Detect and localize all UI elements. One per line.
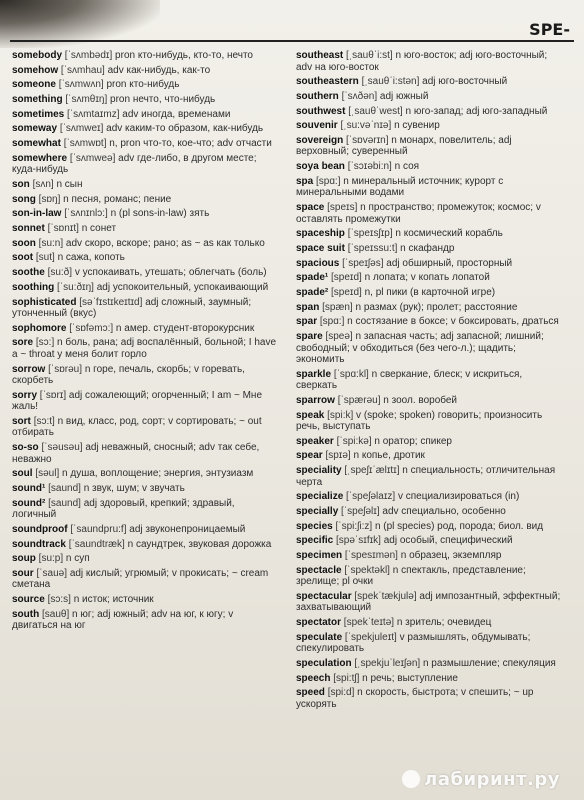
entry-definition: adj кислый; угрюмый; v прокисать; ~ cream сметана	[12, 567, 269, 591]
entry-headword: spectator	[296, 617, 342, 629]
entry-definition: n юго-запад; adj юго-западный	[405, 105, 548, 117]
dictionary-entry	[12, 267, 280, 279]
entry-headword: something	[12, 94, 63, 106]
entry-transcription: [ˌsauθˈwest]	[348, 105, 403, 117]
entry-definition: adv каким-то образом, как-нибудь	[106, 123, 264, 135]
entry-transcription: [ˌsauθˈi:stən]	[361, 76, 420, 88]
dictionary-entry	[296, 450, 564, 462]
dictionary-entry	[12, 50, 280, 62]
entry-headword: southwest	[296, 105, 346, 117]
entry-transcription: [ˈsʌnɪnlɔ:]	[64, 208, 108, 220]
entry-definition: n сонет	[81, 223, 117, 235]
entry-transcription: [sɒŋ]	[38, 193, 61, 205]
dictionary-entry	[12, 323, 280, 335]
entry-headword: soot	[12, 252, 34, 264]
entry-definition: n юго-восток; adj юго-восточный; adv на юго-восток	[296, 50, 548, 73]
dictionary-entry	[296, 369, 564, 392]
entry-headword: souvenir	[296, 120, 338, 132]
entry-transcription: [ˈsauə]	[36, 567, 68, 579]
left-column	[12, 50, 280, 635]
dictionary-entry	[296, 120, 564, 132]
entry-transcription: [ˈsu:ðɪŋ]	[57, 281, 94, 293]
entry-definition: adj особый, специфический	[383, 535, 513, 547]
dictionary-entry	[12, 568, 280, 591]
entry-headword: specially	[296, 506, 339, 517]
entry-headword: southeastern	[296, 76, 359, 88]
entry-transcription: [spəˈsɪfɪk]	[336, 535, 381, 547]
entry-definition: adj сожалеющий; огорченный; I am ~ Мне жаль!	[12, 389, 263, 413]
entry-transcription: [speɪs]	[327, 202, 358, 213]
dictionary-entry	[12, 364, 280, 387]
entry-definition: n копье, дротик	[353, 450, 425, 462]
entry-headword: soup	[12, 553, 36, 565]
entry-transcription: [ˈspi:kə]	[336, 435, 372, 447]
dictionary-entry	[12, 238, 280, 250]
entry-definition: n душа, воплощение; энергия, энтузиазм	[62, 468, 254, 480]
dictionary-entry	[296, 491, 564, 503]
entry-headword: somehow	[12, 64, 59, 76]
dictionary-entry	[12, 109, 280, 121]
dictionary-entry	[12, 539, 280, 551]
entry-transcription: [ˈsaundtræk]	[68, 538, 125, 550]
entry-transcription: [ˈspesɪmən]	[344, 550, 398, 562]
entry-definition: n исток; источник	[73, 594, 154, 606]
dictionary-entry	[296, 135, 564, 158]
dictionary-entry	[12, 65, 280, 77]
entry-transcription: [speə]	[325, 331, 353, 342]
dictionary-entry	[296, 591, 564, 614]
entry-transcription: [səˈfɪstɪkeɪtɪd]	[79, 296, 143, 308]
entry-headword: sparkle	[296, 368, 332, 380]
entry-transcription: [spɑ:]	[319, 316, 345, 328]
entry-definition: v размышлять, обдумывать; спекулировать	[296, 631, 531, 655]
entry-transcription: [ˌspeʃɪˈælɪtɪ]	[344, 465, 400, 477]
entry-definition: adj звуконепроницаемый	[129, 523, 246, 535]
entry-headword: somewhat	[12, 138, 61, 150]
entry-transcription: [səul]	[35, 468, 60, 480]
entry-transcription: [spɪə]	[325, 450, 351, 462]
entry-headword: spar	[296, 316, 318, 328]
entry-transcription: [su:n]	[38, 237, 64, 249]
entry-definition: n космический корабль	[395, 228, 503, 240]
entry-transcription: [spi:tʃ]	[333, 672, 360, 684]
entry-headword: son-in-law	[12, 208, 62, 220]
entry-headword: speaker	[296, 435, 334, 447]
dictionary-entry	[296, 687, 564, 710]
entry-transcription: [spæn]	[322, 301, 353, 313]
dictionary-entry	[296, 302, 564, 314]
entry-transcription: [sɔ:]	[35, 337, 55, 349]
entry-definition: pron нечто, что-нибудь	[110, 94, 216, 106]
entry-definition: adj успокоительный, успокаивающий	[96, 281, 269, 293]
entry-definition: n суп	[65, 553, 90, 565]
entry-definition: n соя	[394, 161, 420, 173]
entry-transcription: [ˈspeʃəlaɪz]	[346, 491, 396, 503]
entry-transcription: [ˈsɒvərɪn]	[346, 134, 389, 146]
entry-headword: source	[12, 594, 45, 606]
entry-headword: soul	[12, 468, 33, 480]
entry-transcription: [ˈspi:ʃi:z]	[335, 520, 373, 532]
dictionary-entry	[12, 524, 280, 536]
entry-transcription: [ˈspektəkl]	[344, 564, 390, 576]
dictionary-entry	[296, 76, 564, 88]
entry-transcription: [ˈspeɪsʃɪp]	[347, 228, 393, 240]
dictionary-entry	[12, 483, 280, 495]
entry-definition: n горе, печаль, скорбь; v горевать, скорбеть	[12, 363, 245, 387]
entry-definition: adv специально, особенно	[382, 506, 506, 517]
entry-transcription: [ˈspeɪʃəs]	[342, 257, 384, 269]
entry-headword: someone	[12, 79, 56, 91]
entry-headword: so-so	[12, 442, 39, 454]
entry-transcription: [speɪd]	[331, 272, 362, 284]
entry-headword: spaceship	[296, 228, 345, 240]
entry-transcription: [sʌn]	[32, 179, 54, 190]
entry-definition: v (spoke; spoken) говорить; произносить речь, выступать	[296, 409, 543, 433]
entry-transcription: [spi:d]	[327, 687, 355, 699]
dictionary-entry	[12, 297, 280, 320]
entry-transcription: [ˌsauθˈi:st]	[346, 50, 393, 61]
dictionary-entry	[296, 161, 564, 173]
entry-headword: southern	[296, 90, 339, 102]
dictionary-entry	[296, 316, 564, 328]
dictionary-entry	[12, 153, 280, 176]
entry-headword: speak	[296, 409, 325, 421]
entry-transcription: [ˈsɒrɪ]	[39, 389, 67, 401]
entry-definition: n, pron что-то, кое-что; adv отчасти	[109, 138, 272, 150]
entry-transcription: [ˈsʌmbədɪ]	[64, 50, 113, 61]
entry-definition: adj юго-восточный	[422, 76, 508, 88]
dictionary-entry	[12, 609, 280, 632]
entry-transcription: [sut]	[35, 252, 55, 264]
dictionary-entry	[12, 337, 280, 360]
entry-definition: n (pl sons-in-law) зять	[110, 208, 210, 220]
entry-headword: south	[12, 608, 40, 620]
entry-headword: spear	[296, 450, 323, 462]
entry-definition: n юг; adj южный; adv на юг, к югу; v двигаться на юг	[12, 608, 234, 632]
dictionary-entry	[296, 673, 564, 685]
dictionary-entry	[12, 123, 280, 135]
dictionary-entry	[12, 442, 280, 465]
dictionary-entry	[296, 436, 564, 448]
header-rule	[10, 40, 574, 42]
entry-headword: speed	[296, 687, 325, 699]
entry-transcription: [spekˈtækjulə]	[354, 590, 417, 602]
entry-definition: adv иногда, временами	[122, 108, 231, 120]
dictionary-entry	[296, 228, 564, 240]
entry-transcription: [sɔ:t]	[33, 415, 55, 427]
labirint-logo-icon	[402, 770, 420, 788]
dictionary-entry	[12, 390, 280, 413]
entry-definition: n запасная часть; adj запасной; лишний; свободный; v обходиться (без чего-л.); щадить; экономить	[296, 331, 544, 365]
entry-transcription: [ˈsɒrəu]	[48, 363, 83, 375]
entry-definition: n саундтрек, звуковая дорожка	[127, 538, 272, 550]
entry-transcription: [saund]	[48, 483, 81, 494]
entry-definition: pron кто-нибудь, кто-то, нечто	[115, 50, 253, 61]
entry-transcription: [sɔ:s]	[47, 594, 71, 606]
entry-headword: soothe	[12, 267, 45, 279]
entry-definition: n сажа, копоть	[57, 252, 125, 264]
entry-headword: soundproof	[12, 523, 68, 535]
entry-transcription: [ˈsʌmwʌn]	[58, 79, 104, 91]
dictionary-entry	[12, 282, 280, 294]
entry-definition: n пространство; промежуток; космос; v оставлять промежутки	[296, 202, 541, 225]
dictionary-entry	[296, 565, 564, 588]
dictionary-entry	[12, 553, 280, 565]
dictionary-entry	[296, 258, 564, 270]
entry-transcription: [ˈsʌðən]	[341, 90, 378, 102]
dictionary-entry	[12, 223, 280, 235]
entry-definition: n звук, шум; v звучать	[83, 483, 185, 494]
entry-headword: sparrow	[296, 394, 335, 406]
entry-headword: space	[296, 202, 325, 213]
dictionary-entry	[296, 50, 564, 73]
entry-transcription: [ˈspɑ:kl]	[333, 368, 369, 380]
entry-definition: n вид, класс, род, сорт; v сортировать; ~ out отбирать	[12, 415, 262, 439]
entry-headword: soya bean	[296, 161, 345, 173]
dictionary-entry	[12, 594, 280, 606]
entry-definition: adv скоро, вскоре; рано; as ~ as как только	[65, 237, 265, 249]
entry-transcription: [ˈsʌmθɪŋ]	[65, 94, 108, 106]
entry-transcription: [spi:k]	[327, 409, 354, 421]
dictionary-entry	[296, 617, 564, 629]
dictionary-entry	[12, 138, 280, 150]
entry-transcription: [speɪd]	[331, 286, 362, 298]
entry-headword: specialize	[296, 491, 344, 503]
right-column	[296, 50, 564, 714]
entry-headword: son	[12, 179, 30, 190]
dictionary-entry	[296, 506, 564, 518]
entry-definition: n песня, романс; пение	[63, 193, 172, 205]
entry-definition: n спектакль, представление; зрелище; pl очки	[296, 564, 526, 588]
entry-definition: n сувенир	[394, 120, 440, 132]
dictionary-entry	[12, 79, 280, 91]
entry-headword: span	[296, 301, 320, 313]
entry-definition: n размах (рук); пролет; расстояние	[355, 301, 518, 313]
entry-definition: n размышление; спекуляция	[422, 658, 556, 669]
entry-headword: soothing	[12, 281, 55, 293]
entry-definition: n речь; выступление	[362, 672, 458, 684]
dictionary-entry	[296, 287, 564, 299]
entry-headword: spa	[296, 175, 314, 187]
entry-headword: speciality	[296, 465, 342, 477]
entry-headword: somewhere	[12, 152, 68, 164]
entry-definition: n зоол. воробей	[383, 394, 458, 406]
entry-definition: adj сложный, заумный; утонченный (вкус)	[12, 296, 252, 319]
entry-transcription: [ˈsʌmweɪ]	[59, 123, 104, 135]
entry-headword: sophomore	[12, 322, 67, 334]
entry-headword: sorrow	[12, 363, 46, 375]
dictionary-entry	[12, 498, 280, 521]
entry-headword: sound²	[12, 497, 46, 509]
dictionary-entry	[12, 179, 280, 191]
entry-transcription: [ˈsəusəu]	[41, 442, 83, 454]
entry-definition: adj неважный, сносный; adv так себе, неважно	[12, 442, 260, 465]
watermark	[402, 769, 560, 790]
entry-transcription: [ˈsʌmweə]	[69, 152, 116, 164]
entry-headword: sort	[12, 415, 31, 427]
dictionary-entry	[296, 106, 564, 118]
dictionary-entry	[296, 550, 564, 562]
dictionary-entry	[12, 468, 280, 480]
entry-definition: n сын	[56, 179, 83, 190]
entry-definition: adv как-нибудь, как-то	[107, 64, 211, 76]
dictionary-entry	[12, 194, 280, 206]
dictionary-entry	[296, 176, 564, 199]
entry-transcription: [spekˈteɪtə]	[343, 617, 395, 629]
entry-transcription: [saund]	[48, 497, 81, 509]
entry-definition: adj импозантный, эффектный; захватывающий	[296, 590, 561, 614]
entry-transcription: [su:p]	[38, 553, 64, 565]
entry-headword: spade¹	[296, 272, 329, 284]
entry-transcription: [spɑ:]	[316, 175, 341, 187]
dictionary-entry	[296, 658, 564, 670]
entry-headword: sophisticated	[12, 296, 77, 308]
entry-definition: n (pl species) род, порода; биол. вид	[374, 520, 544, 532]
entry-headword: song	[12, 193, 36, 205]
dictionary-entry	[296, 272, 564, 284]
entry-headword: sorry	[12, 389, 38, 401]
entry-headword: spacious	[296, 257, 340, 269]
running-head: SPE-	[529, 20, 570, 39]
entry-definition: n оратор; спикер	[374, 435, 452, 447]
entry-headword: sound¹	[12, 483, 46, 494]
entry-headword: southeast	[296, 50, 344, 61]
dictionary-entry	[12, 416, 280, 439]
entry-headword: sour	[12, 567, 34, 579]
entry-transcription: [ˈsɒfəmɔ:]	[69, 322, 114, 334]
dictionary-entry	[296, 202, 564, 225]
entry-definition: pron кто-нибудь	[106, 79, 180, 91]
entry-definition: v специализироваться (in)	[397, 491, 520, 503]
entry-definition: adj обширный, просторный	[386, 257, 513, 269]
entry-definition: n, pl пики (в карточной игре)	[364, 286, 496, 298]
entry-definition: n лопата; v копать лопатой	[364, 272, 490, 284]
entry-transcription: [ˈsɔɪəbi:n]	[347, 161, 392, 173]
entry-transcription: [ˌspekjuˈleɪʃən]	[354, 658, 421, 669]
entry-headword: somebody	[12, 50, 63, 61]
entry-definition: n зритель; очевидец	[396, 617, 492, 629]
entry-definition: adj южный	[379, 90, 429, 102]
entry-headword: specific	[296, 535, 334, 547]
entry-transcription: [ˈsɒnɪt]	[47, 223, 79, 235]
entry-transcription: [ˈspeʃəlɪ]	[341, 506, 380, 517]
entry-definition: n амер. студент-второкурсник	[115, 322, 255, 334]
entry-headword: someway	[12, 123, 58, 135]
dictionary-entry	[296, 535, 564, 547]
entry-definition: adv где-либо, в другом месте; куда-нибудь	[12, 152, 257, 176]
entry-transcription: [ˌsu:vəˈnɪə]	[340, 120, 392, 132]
entry-headword: species	[296, 520, 333, 532]
entry-transcription: [su:ð]	[47, 267, 73, 279]
entry-definition: n скафандр	[400, 242, 455, 254]
entry-definition: n состязание в боксе; v боксировать, драться	[347, 316, 559, 328]
entry-definition: n минеральный источник; курорт с минеральными водами	[296, 175, 504, 199]
entry-definition: n сверкание, блеск; v искриться, сверкать	[296, 368, 523, 392]
dictionary-entry	[296, 632, 564, 655]
dictionary-entry	[296, 465, 564, 488]
entry-transcription: [ˈsʌmtaɪmz]	[67, 108, 120, 120]
entry-headword: sometimes	[12, 108, 65, 120]
entry-definition: adj здоровый, крепкий; здравый, логичный	[12, 497, 235, 521]
entry-headword: soundtrack	[12, 538, 66, 550]
dictionary-entry	[296, 331, 564, 366]
entry-transcription: [ˈspekjuleɪt]	[344, 631, 397, 643]
dictionary-entry	[12, 208, 280, 220]
entry-headword: speech	[296, 672, 331, 684]
entry-definition: n образец, экземпляр	[400, 550, 502, 562]
dictionary-entry	[296, 395, 564, 407]
entry-headword: speculate	[296, 631, 343, 643]
entry-definition: n монарх, повелитель; adj верховный; суверенный	[296, 134, 512, 158]
dictionary-entry	[296, 243, 564, 255]
entry-headword: spade²	[296, 286, 329, 298]
entry-transcription: [ˈsaundpru:f]	[70, 523, 127, 535]
dictionary-entry	[12, 94, 280, 106]
watermark-text: лабиринт.ру	[424, 769, 560, 790]
entry-headword: space suit	[296, 242, 345, 254]
entry-transcription: [ˈspærəu]	[337, 394, 381, 406]
entry-headword: soon	[12, 237, 36, 249]
entry-headword: spectacular	[296, 590, 352, 602]
entry-transcription: [sauθ]	[42, 608, 70, 620]
entry-transcription: [ˈsʌmwɒt]	[63, 138, 107, 150]
entry-headword: sonnet	[12, 223, 45, 235]
entry-definition: n скорость, быстрота; v спешить; ~ up ускорять	[296, 687, 534, 710]
entry-transcription: [ˈsʌmhau]	[60, 64, 105, 76]
dictionary-entry	[296, 91, 564, 103]
entry-headword: sovereign	[296, 134, 344, 146]
dictionary-entry	[12, 252, 280, 264]
entry-headword: spare	[296, 331, 323, 342]
dictionary-entry	[296, 521, 564, 533]
entry-definition: n боль, рана; adj воспалённый, больной; I have a ~ throat у меня болит горло	[12, 337, 277, 360]
entry-definition: n специальность; отличительная черта	[296, 465, 556, 488]
entry-headword: spectacle	[296, 564, 342, 576]
entry-headword: speculation	[296, 658, 352, 669]
entry-transcription: [ˈspeɪssu:t]	[347, 242, 398, 254]
entry-headword: specimen	[296, 550, 343, 562]
entry-headword: sore	[12, 337, 34, 349]
dictionary-entry	[296, 410, 564, 433]
entry-definition: v успокаивать, утешать; облегчать (боль)	[74, 267, 267, 279]
